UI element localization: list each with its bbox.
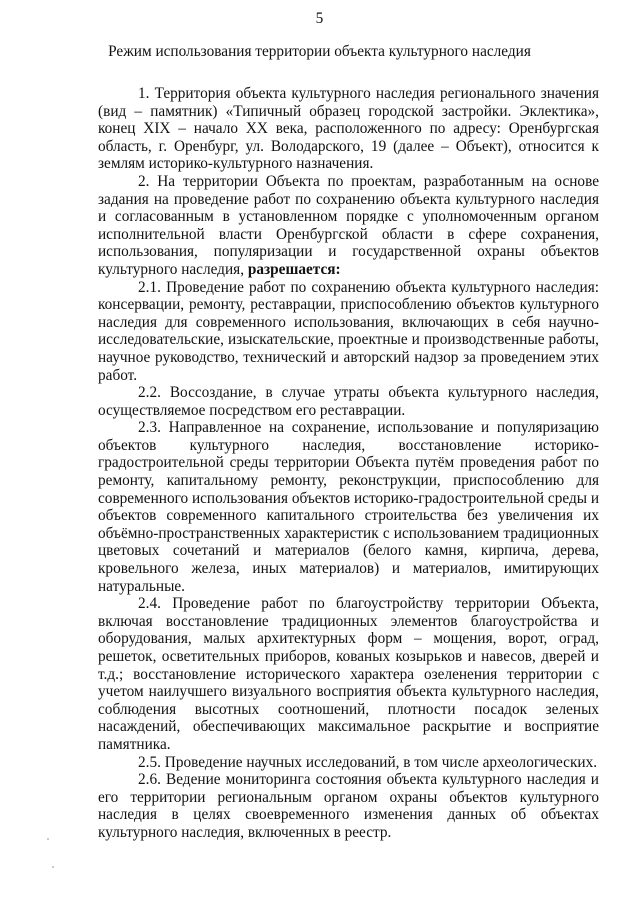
- paragraph-2: [98, 173, 599, 279]
- paragraph-text: 2.6. Ведение мониторинга состояния объекта культурного наследия и его территории региональным органом охраны объектов культурного наследия в целях своевременного изменения данных об объектах культурного наследия, включенных в реестр.: [98, 771, 599, 841]
- document-body: [98, 85, 599, 842]
- paragraph-text: 2.1. Проведение работ по сохранению объекта культурного наследия: консервации, ремонту, реставрации, приспособлению объектов культурного наследия для современного использования, включающих в себя научно-исследовательские, изыскательские, проектные и производственные работы, научное руководство, технический и авторский надзор за проведением этих работ.: [98, 278, 599, 384]
- paragraph-2-1: [98, 279, 599, 385]
- page-number: 5: [315, 10, 324, 27]
- scan-speck: [52, 866, 54, 868]
- section-title: Режим использования территории объекта культурного наследия: [108, 43, 531, 60]
- permitted-keyword: разрешается:: [247, 260, 341, 278]
- paragraph-text: 2. На территории Объекта по проектам, разработанным на основе задания на проведение работ по сохранению объекта культурного наследия и согласованным в установленном порядке с уполномоченным органом исполнительной власти Оренбургской области в сфере сохранения, использования, популяризации и государственной охраны объектов культурного наследия,: [98, 172, 599, 278]
- paragraph-1: [98, 85, 599, 173]
- scan-speck: [47, 838, 49, 840]
- paragraph-text: 1. Территория объекта культурного наследия регионального значения (вид – памятник) «Типичный образец городской застройки. Эклектика», конец XIX – начало XX века, расположенного по адресу: Оренбургская область, г. Оренбург, ул. Володарского, 19 (далее – Объект), относится к землям историко-культурного назначения.: [98, 85, 599, 173]
- paragraph-text: 2.2. Воссоздание, в случае утраты объекта культурного наследия, осуществляемое посредством его реставрации.: [98, 384, 599, 419]
- paragraph-2-4: [98, 595, 599, 753]
- paragraph-2-5: [98, 754, 599, 772]
- paragraph-text: 2.5. Проведение научных исследований, в том числе археологических.: [138, 753, 598, 771]
- paragraph-text: 2.3. Направленное на сохранение, использование и популяризацию объектов культурного наследия, восстановление историко-градостроительной среды территории Объекта путём проведения работ по ремонту, капитальному ремонту, реконструкции, приспособлению для современного использования объектов историко-градостроительной среды и объектов современного капитального строительства без увеличения их объёмно-пространственных характеристик с использованием традиционных цветовых сочетаний и материалов (белого камня, кирпича, дерева, кровельного железа, иных материалов) и материалов, имитирующих натуральные.: [98, 419, 600, 595]
- paragraph-2-6: [98, 771, 599, 841]
- paragraph-text: 2.4. Проведение работ по благоустройству территории Объекта, включая восстановление традиционных элементов благоустройства и оборудования, малых архитектурных форм – мощения, ворот, оград, решеток, осветительных приборов, кованых козырьков и навесов, дверей и т.д.; восстановление исторического характера озеленения территории с учетом наилучшего визуального восприятия объекта культурного наследия, соблюдения высотных соотношений, плотности посадок зеленых насаждений, обеспечивающих максимальное раскрытие и восприятие памятника.: [98, 595, 599, 753]
- paragraph-2-2: [98, 384, 599, 419]
- paragraph-2-3: [98, 419, 599, 595]
